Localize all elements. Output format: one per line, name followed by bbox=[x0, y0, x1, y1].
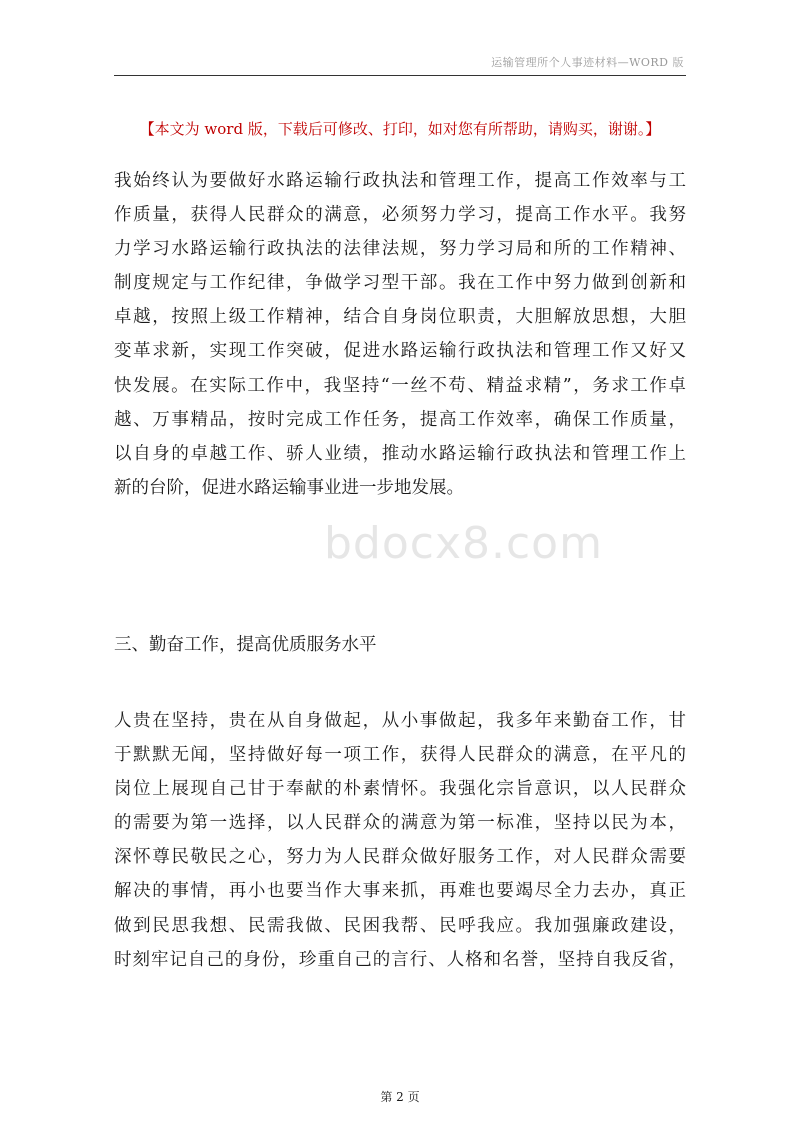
paragraph-line: 卓越，按照上级工作精神，结合自身岗位职责，大胆解放思想，大胆 bbox=[114, 307, 686, 328]
paragraph-line: 时刻牢记自己的身份，珍重自己的言行、人格和名誉，坚持自我反省， bbox=[114, 949, 686, 970]
paragraph-line: 制度规定与工作纪律，争做学习型干部。我在工作中努力做到创新和 bbox=[114, 273, 686, 294]
watermark: bdocx8.com bbox=[324, 518, 603, 569]
paragraph-line: 的需要为第一选择，以人民群众的满意为第一标准，坚持以民为本， bbox=[114, 813, 686, 834]
paragraph-line: 人贵在坚持，贵在从自身做起，从小事做起，我多年来勤奋工作，甘 bbox=[114, 711, 686, 731]
paragraph-line: 岗位上展现自己甘于奉献的朴素情怀。我强化宗旨意识，以人民群众 bbox=[114, 779, 686, 800]
header-title: 运输管理所个人事迹材料—WORD 版 bbox=[491, 56, 684, 69]
paragraph-line: 以自身的卓越工作、骄人业绩，推动水路运输行政执法和管理工作上 bbox=[114, 443, 686, 464]
page-number: 第 2 页 bbox=[380, 1090, 420, 1104]
paragraph-line: 于默默无闻，坚持做好每一项工作，获得人民群众的满意，在平凡的 bbox=[114, 745, 686, 766]
paragraph-line: 深怀尊民敬民之心，努力为人民群众做好服务工作，对人民群众需要 bbox=[114, 847, 686, 868]
section-heading-text: 三、勤奋工作，提高优质服务水平 bbox=[114, 635, 377, 655]
paragraph-1 bbox=[114, 164, 686, 505]
paragraph-line: 变革求新，实现工作突破，促进水路运输行政执法和管理工作又好又 bbox=[114, 341, 686, 362]
paragraph-line: 作质量，获得人民群众的满意，必须努力学习，提高工作水平。我努 bbox=[114, 205, 686, 226]
paragraph-line: 解决的事情，再小也要当作大事来抓，再难也要竭尽全力去办，真正 bbox=[114, 881, 686, 902]
purchase-notice: 【本文为 word 版，下载后可修改、打印，如对您有所帮助，请购买，谢谢。】 bbox=[139, 120, 661, 138]
paragraph-line: 力学习水路运输行政执法的法律法规，努力学习局和所的工作精神、 bbox=[114, 239, 686, 260]
paragraph-line: 新的台阶，促进水路运输事业进一步地发展。 bbox=[114, 477, 464, 498]
header-divider bbox=[114, 75, 686, 76]
paragraph-line: 快发展。在实际工作中，我坚持“一丝不苟、精益求精”，务求工作卓 bbox=[114, 375, 686, 396]
paragraph-line: 做到民思我想、民需我做、民困我帮、民呼我应。我加强廉政建设， bbox=[114, 915, 686, 936]
section-heading bbox=[114, 628, 686, 662]
paragraph-line: 越、万事精品，按时完成工作任务，提高工作效率，确保工作质量， bbox=[114, 409, 686, 430]
paragraph-2 bbox=[114, 704, 686, 977]
paragraph-line: 我始终认为要做好水路运输行政执法和管理工作，提高工作效率与工 bbox=[114, 171, 686, 191]
